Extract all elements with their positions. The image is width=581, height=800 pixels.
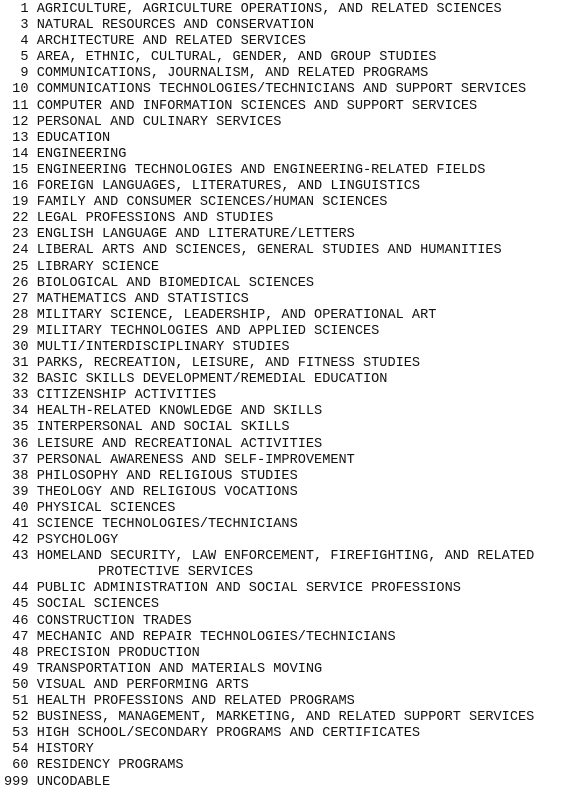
code-label: CONSTRUCTION TRADES — [36, 613, 192, 629]
code-label: PSYCHOLOGY — [36, 533, 119, 549]
code-row — [4, 517, 579, 533]
code-row — [4, 775, 579, 791]
code-label-continuation-row — [4, 565, 579, 581]
code-label: VISUAL AND PERFORMING ARTS — [36, 677, 249, 693]
code-number: 9 — [20, 66, 29, 82]
code-row — [4, 404, 579, 420]
code-number: 40 — [12, 500, 29, 516]
code-label: FOREIGN LANGUAGES, LITERATURES, AND LINGUISTICS — [36, 179, 421, 195]
code-row — [4, 308, 579, 324]
code-label: ARCHITECTURE AND RELATED SERVICES — [36, 34, 306, 50]
code-number: 13 — [12, 130, 29, 146]
code-number: 10 — [12, 82, 29, 98]
code-row — [4, 758, 579, 774]
code-row — [4, 50, 579, 66]
code-number: 1 — [20, 2, 29, 17]
code-number: 52 — [12, 710, 29, 726]
code-row — [4, 501, 579, 517]
code-label: BIOLOGICAL AND BIOMEDICAL SCIENCES — [36, 275, 315, 291]
code-row — [4, 614, 579, 630]
code-row — [4, 678, 579, 694]
code-listing — [4, 2, 579, 791]
code-number: 34 — [12, 404, 29, 420]
code-number: 39 — [12, 484, 29, 500]
code-number: 44 — [12, 581, 29, 597]
code-label: BASIC SKILLS DEVELOPMENT/REMEDIAL EDUCATION — [36, 372, 388, 388]
code-label: PRECISION PRODUCTION — [36, 645, 200, 661]
code-number: 42 — [12, 533, 29, 549]
code-number: 53 — [12, 726, 29, 742]
code-label: THEOLOGY AND RELIGIOUS VOCATIONS — [36, 484, 298, 500]
code-row — [4, 195, 579, 211]
code-label: HOMELAND SECURITY, LAW ENFORCEMENT, FIREFIGHTING, AND RELATED — [36, 549, 535, 565]
code-label: SCIENCE TECHNOLOGIES/TECHNICIANS — [36, 517, 298, 532]
code-row — [4, 243, 579, 259]
code-number: 12 — [12, 114, 29, 130]
code-row — [4, 694, 579, 710]
code-number: 27 — [12, 291, 29, 307]
code-row — [4, 147, 579, 163]
code-number: 3 — [20, 18, 29, 34]
code-label: PUBLIC ADMINISTRATION AND SOCIAL SERVICE PROFESSIONS — [36, 581, 461, 597]
code-label: RESIDENCY PROGRAMS — [36, 758, 184, 774]
code-row — [4, 420, 579, 436]
code-row — [4, 549, 579, 565]
code-label: PERSONAL AWARENESS AND SELF-IMPROVEMENT — [36, 452, 355, 468]
code-label: AREA, ETHNIC, CULTURAL, GENDER, AND GROUP STUDIES — [36, 50, 437, 66]
code-number: 54 — [12, 742, 29, 758]
code-label: EDUCATION — [36, 130, 111, 146]
code-number: 47 — [12, 629, 29, 645]
code-row — [4, 485, 579, 501]
code-number: 25 — [12, 259, 29, 275]
code-row — [4, 179, 579, 195]
code-number: 4 — [20, 34, 29, 50]
code-row — [4, 469, 579, 485]
code-label: INTERPERSONAL AND SOCIAL SKILLS — [36, 420, 290, 436]
code-row — [4, 82, 579, 98]
code-row — [4, 453, 579, 469]
code-number: 16 — [12, 179, 29, 195]
code-number: 29 — [12, 323, 29, 339]
code-row — [4, 388, 579, 404]
code-label: CITIZENSHIP ACTIVITIES — [36, 388, 217, 404]
code-label: LIBRARY SCIENCE — [36, 259, 160, 275]
code-label: HEALTH-RELATED KNOWLEDGE AND SKILLS — [36, 404, 323, 420]
code-row — [4, 131, 579, 147]
code-row — [4, 115, 579, 131]
code-label: ENGINEERING TECHNOLOGIES AND ENGINEERING-RELATED FIELDS — [36, 162, 486, 178]
code-number: 23 — [12, 227, 29, 243]
code-row — [4, 260, 579, 276]
code-row — [4, 662, 579, 678]
code-label: ENGINEERING — [36, 146, 127, 162]
code-label: AGRICULTURE, AGRICULTURE OPERATIONS, AND RELATED SCIENCES — [36, 2, 502, 17]
code-label: LIBERAL ARTS AND SCIENCES, GENERAL STUDIES AND HUMANITIES — [36, 243, 502, 259]
code-label: MILITARY SCIENCE, LEADERSHIP, AND OPERATIONAL ART — [36, 307, 437, 323]
code-row — [4, 581, 579, 597]
code-row — [4, 163, 579, 179]
code-number: 14 — [12, 146, 29, 162]
code-number: 19 — [12, 195, 29, 211]
code-label: COMPUTER AND INFORMATION SCIENCES AND SUPPORT SERVICES — [36, 98, 478, 114]
code-row — [4, 2, 579, 18]
code-number: 38 — [12, 468, 29, 484]
code-label: MILITARY TECHNOLOGIES AND APPLIED SCIENCES — [36, 323, 380, 339]
code-number: 60 — [12, 758, 29, 774]
code-label: FAMILY AND CONSUMER SCIENCES/HUMAN SCIENCES — [36, 195, 388, 211]
code-number: 41 — [12, 517, 29, 532]
code-row — [4, 726, 579, 742]
code-row — [4, 99, 579, 115]
code-label: LEISURE AND RECREATIONAL ACTIVITIES — [36, 436, 323, 452]
code-label-continuation: PROTECTIVE SERVICES — [98, 565, 253, 581]
code-number: 22 — [12, 211, 29, 227]
code-number: 28 — [12, 307, 29, 323]
code-number: 11 — [12, 98, 29, 114]
code-number: 49 — [12, 661, 29, 677]
code-number: 36 — [12, 436, 29, 452]
code-row — [4, 630, 579, 646]
code-label: HISTORY — [36, 742, 94, 758]
code-label: SOCIAL SCIENCES — [36, 597, 160, 613]
code-label: NATURAL RESOURCES AND CONSERVATION — [36, 18, 315, 34]
code-label: PHYSICAL SCIENCES — [36, 500, 176, 516]
code-number: 32 — [12, 372, 29, 388]
code-number: 31 — [12, 356, 29, 372]
code-row — [4, 597, 579, 613]
code-row — [4, 211, 579, 227]
code-label: HEALTH PROFESSIONS AND RELATED PROGRAMS — [36, 694, 355, 710]
code-row — [4, 372, 579, 388]
code-number: 50 — [12, 677, 29, 693]
code-number: 24 — [12, 243, 29, 259]
code-row — [4, 324, 579, 340]
code-number: 35 — [12, 420, 29, 436]
code-number: 33 — [12, 388, 29, 404]
code-number: 30 — [12, 339, 29, 355]
code-number: 51 — [12, 694, 29, 710]
code-label: PERSONAL AND CULINARY SERVICES — [36, 114, 282, 130]
code-label: UNCODABLE — [36, 774, 111, 790]
code-row — [4, 276, 579, 292]
code-row — [4, 742, 579, 758]
code-label: MULTI/INTERDISCIPLINARY STUDIES — [36, 339, 290, 355]
code-row — [4, 66, 579, 82]
code-label: COMMUNICATIONS, JOURNALISM, AND RELATED PROGRAMS — [36, 66, 429, 82]
code-number: 46 — [12, 613, 29, 629]
code-row — [4, 292, 579, 308]
code-label: HIGH SCHOOL/SECONDARY PROGRAMS AND CERTIFICATES — [36, 726, 421, 742]
code-number: 43 — [12, 549, 29, 565]
code-row — [4, 356, 579, 372]
code-row — [4, 437, 579, 453]
code-row — [4, 18, 579, 34]
code-row — [4, 710, 579, 726]
code-number: 15 — [12, 162, 29, 178]
code-label: MATHEMATICS AND STATISTICS — [36, 291, 249, 307]
code-number: 26 — [12, 275, 29, 291]
code-number: 45 — [12, 597, 29, 613]
code-label: MECHANIC AND REPAIR TECHNOLOGIES/TECHNICIANS — [36, 629, 396, 645]
code-number: 5 — [20, 50, 29, 66]
code-label: TRANSPORTATION AND MATERIALS MOVING — [36, 661, 323, 677]
code-row — [4, 533, 579, 549]
code-number: 48 — [12, 645, 29, 661]
code-label: COMMUNICATIONS TECHNOLOGIES/TECHNICIANS AND SUPPORT SERVICES — [36, 82, 527, 98]
code-label: BUSINESS, MANAGEMENT, MARKETING, AND RELATED SUPPORT SERVICES — [36, 710, 535, 726]
code-row — [4, 340, 579, 356]
code-row — [4, 646, 579, 662]
code-number: 999 — [4, 774, 29, 790]
code-label: PHILOSOPHY AND RELIGIOUS STUDIES — [36, 468, 298, 484]
code-row — [4, 227, 579, 243]
code-label: LEGAL PROFESSIONS AND STUDIES — [36, 211, 274, 227]
code-number: 37 — [12, 452, 29, 468]
code-row — [4, 34, 579, 50]
code-label: ENGLISH LANGUAGE AND LITERATURE/LETTERS — [36, 227, 355, 243]
code-label: PARKS, RECREATION, LEISURE, AND FITNESS STUDIES — [36, 356, 421, 372]
